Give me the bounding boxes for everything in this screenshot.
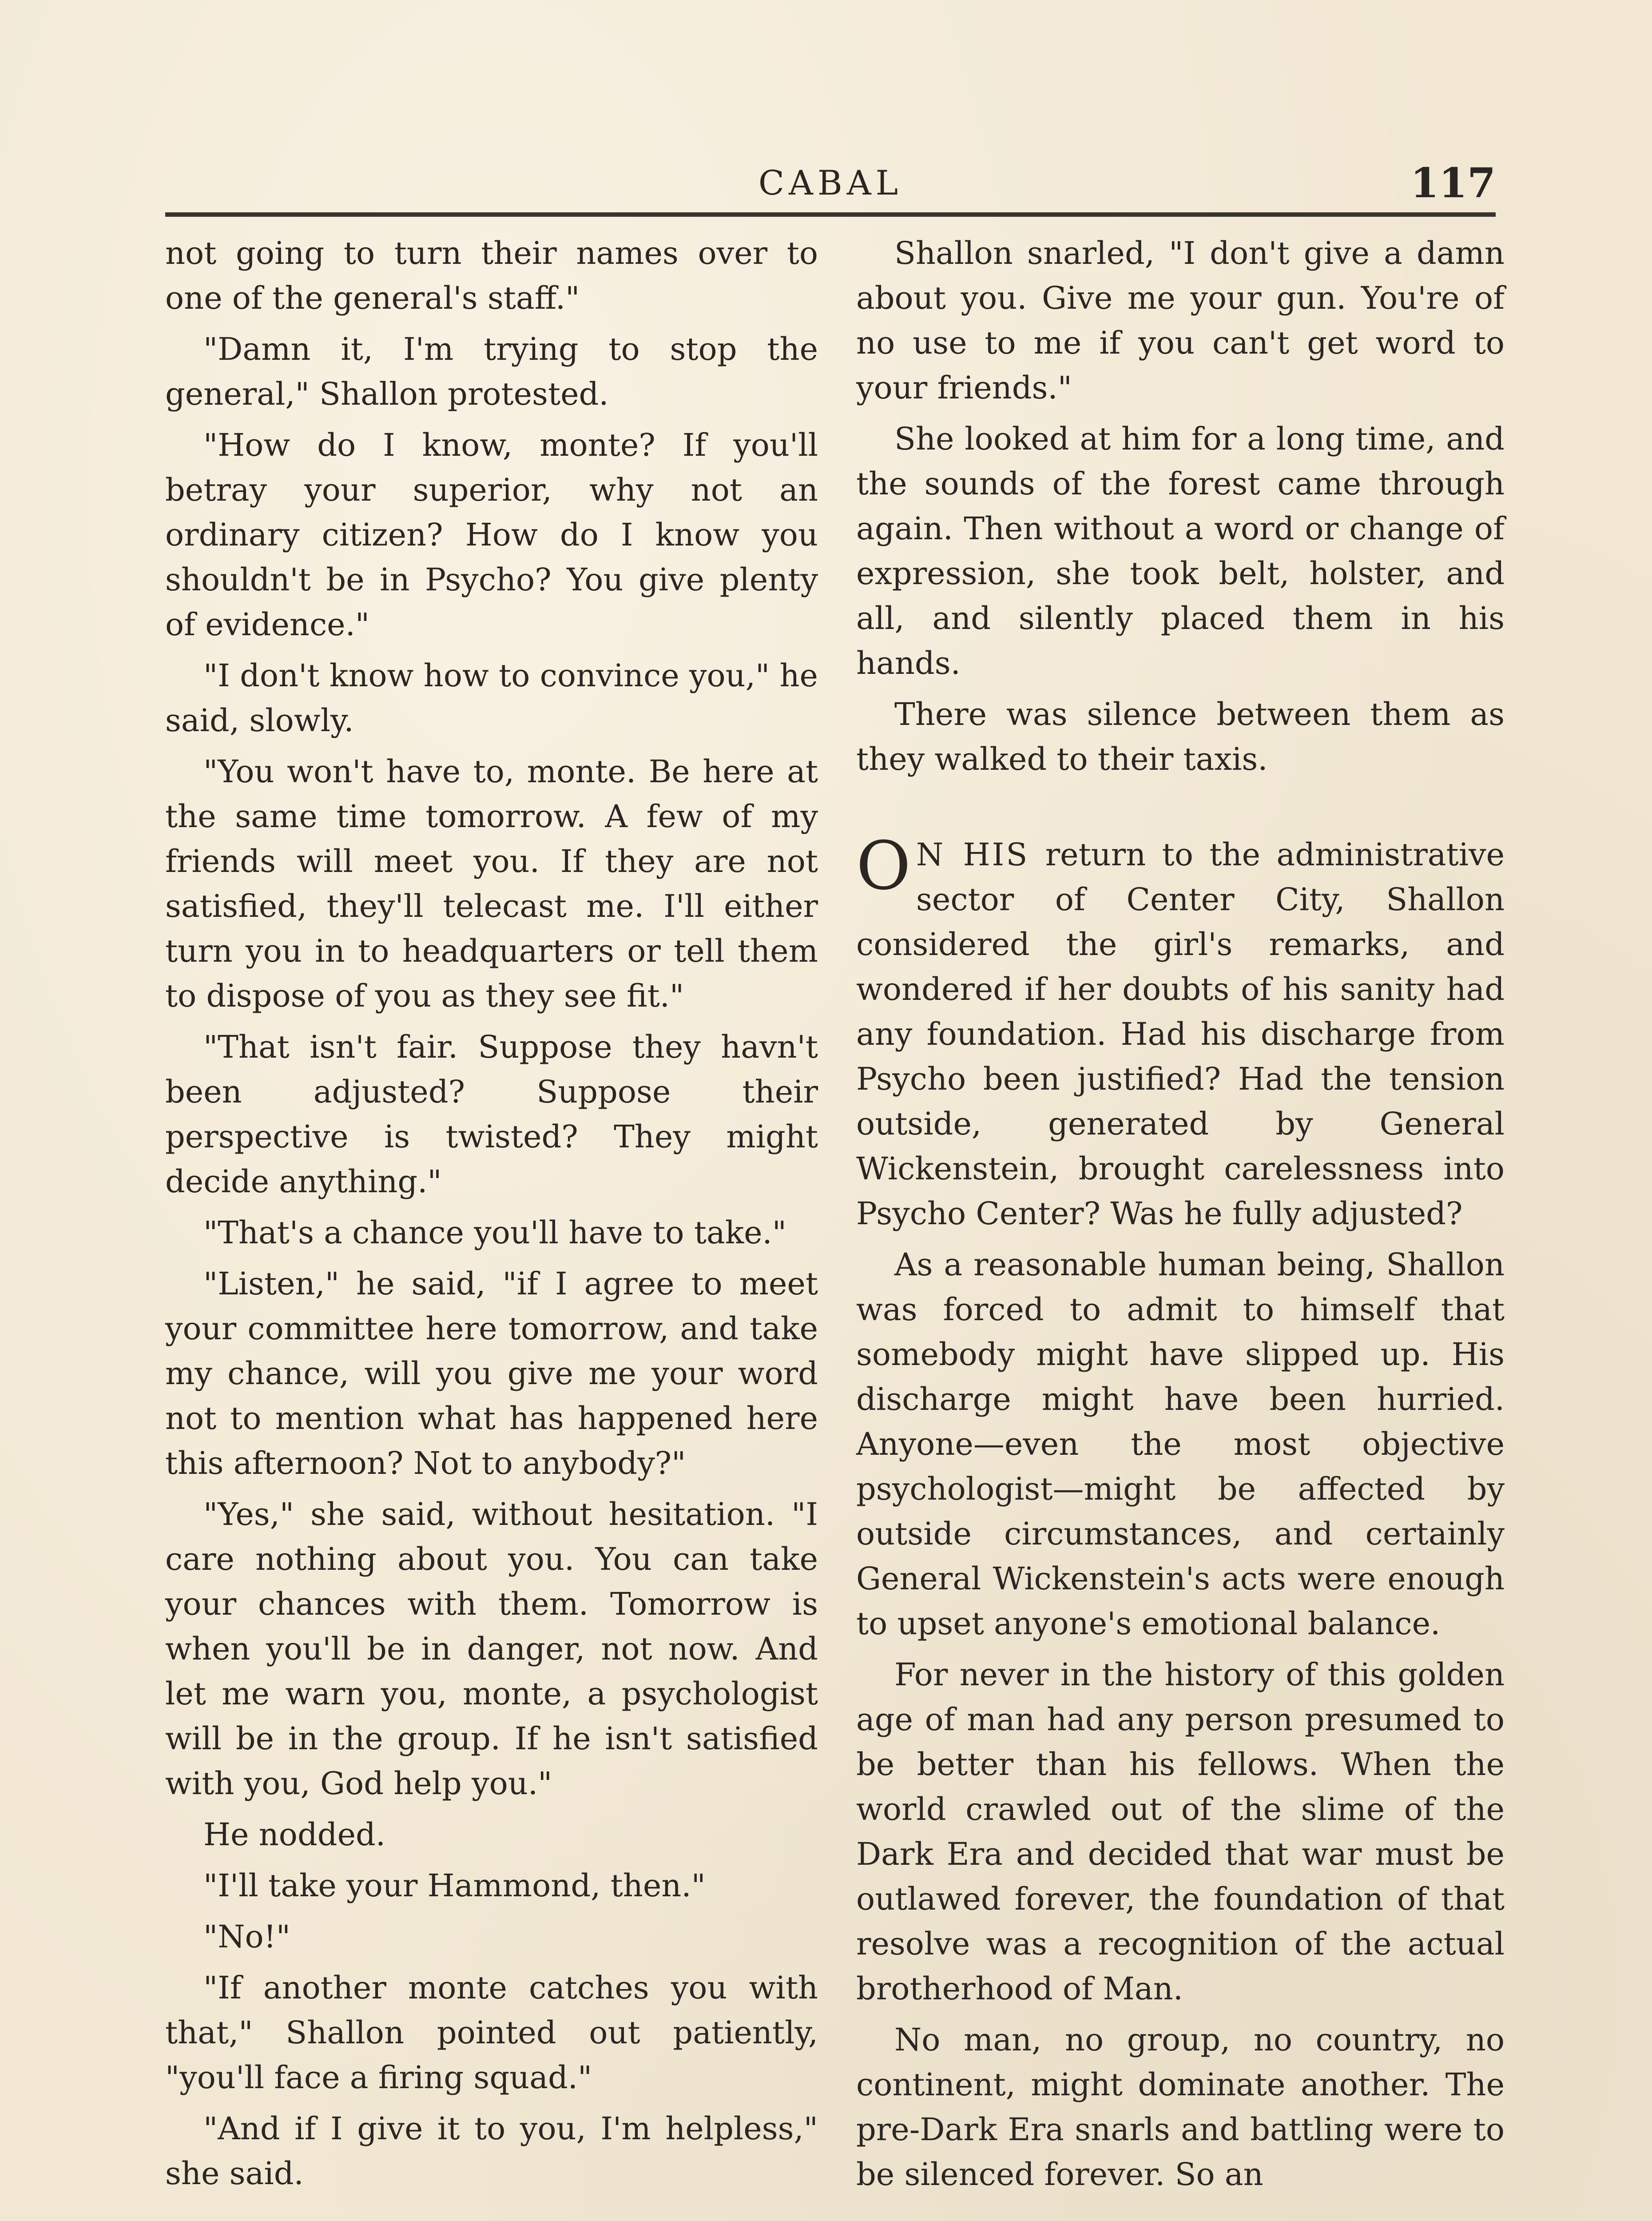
- paragraph: "How do I know, monte? If you'll betray your superior, why not an ordinary citizen? How do I know you shouldn't be in Psycho? You give plenty of evidence.": [165, 427, 818, 643]
- header-rule: [165, 212, 1496, 217]
- running-head: CABAL: [758, 163, 903, 203]
- section-opening-paragraph: [856, 828, 1505, 1236]
- paragraph: As a reasonable human being, Shallon was forced to admit to himself that somebody might have slipped up. His discharge might have been hurried. Anyone—even the most objective psychologist—might be affected by outside circumstances, and certainly General Wickenstein's acts were enough to upset anyone's emotional balance.: [856, 1246, 1505, 1642]
- paragraph: She looked at him for a long time, and the sounds of the forest came through again. Then without a word or change of expression, she took belt, holster, and all, and silently placed them in his hands.: [856, 421, 1505, 681]
- paragraph: "Yes," she said, without hesitation. "I care nothing about you. You can take your chances with them. Tomorrow is when you'll be in danger, not now. And let me warn you, monte, a psychologist will be in the group. If he isn't satisfied with you, God help you.": [165, 1496, 818, 1802]
- paragraph: "No!": [203, 1918, 290, 1955]
- paragraph: He nodded.: [203, 1816, 386, 1853]
- paragraph: "I'll take your Hammond, then.": [203, 1867, 706, 1904]
- paragraph: "That isn't fair. Suppose they havn't been adjusted? Suppose their perspective is twisted? They might decide anything.": [165, 1029, 818, 1200]
- section-break: [856, 788, 1505, 832]
- section-opening-text: return to the administrative sector of Center City, Shallon considered the girl's remarks, and wondered if her doubts of his sanity had any foundation. Had his discharge from Psycho been justified? Had the tension outside, generated by General Wickenstein, brought carelessness into Psycho Center? Was he fully adjusted?: [856, 836, 1505, 1232]
- drop-cap: O: [856, 828, 911, 905]
- left-column: [165, 231, 818, 2202]
- paragraph: "You won't have to, monte. Be here at the same time tomorrow. A few of my friends will meet you. If they are not satisfied, they'll telecast me. I'll either turn you in to headquarters or tell them to dispose of you as they see fit.": [165, 753, 818, 1014]
- paragraph: There was silence between them as they walked to their taxis.: [856, 696, 1505, 777]
- paragraph: "That's a chance you'll have to take.": [203, 1214, 786, 1251]
- paragraph: "Listen," he said, "if I agree to meet your committee here tomorrow, and take my chance, will you give me your word not to mention what has happened here this afternoon? Not to anybody?": [165, 1266, 818, 1481]
- paragraph: "And if I give it to you, I'm helpless," she said.: [165, 2110, 818, 2192]
- paragraph: For never in the history of this golden age of man had any person presumed to be better than his fellows. When the world crawled out of the slime of the Dark Era and decided that war must be outlawed forever, the foundation of that resolve was a recognition of the actual brotherhood of Man.: [856, 1656, 1505, 2007]
- paragraph: not going to turn their names over to one of the general's staff.": [165, 235, 818, 316]
- paragraph: "If another monte catches you with that," Shallon pointed out patiently, "you'll face a firing squad.": [165, 1970, 818, 2096]
- paragraph: "Damn it, I'm trying to stop the general," Shallon protested.: [165, 331, 818, 412]
- paragraph: Shallon snarled, "I don't give a damn about you. Give me your gun. You're of no use to me if you can't get word to your friends.": [856, 235, 1505, 406]
- lead-in: N HIS: [916, 836, 1029, 873]
- page-header: [165, 156, 1496, 210]
- paragraph: "I don't know how to convince you," he said, slowly.: [165, 657, 818, 739]
- right-column: [856, 231, 1505, 2203]
- paragraph: No man, no group, no country, no continent, might dominate another. The pre-Dark Era snarls and battling were to be silenced forever. So an: [856, 2022, 1505, 2193]
- page-number: 117: [1410, 159, 1496, 207]
